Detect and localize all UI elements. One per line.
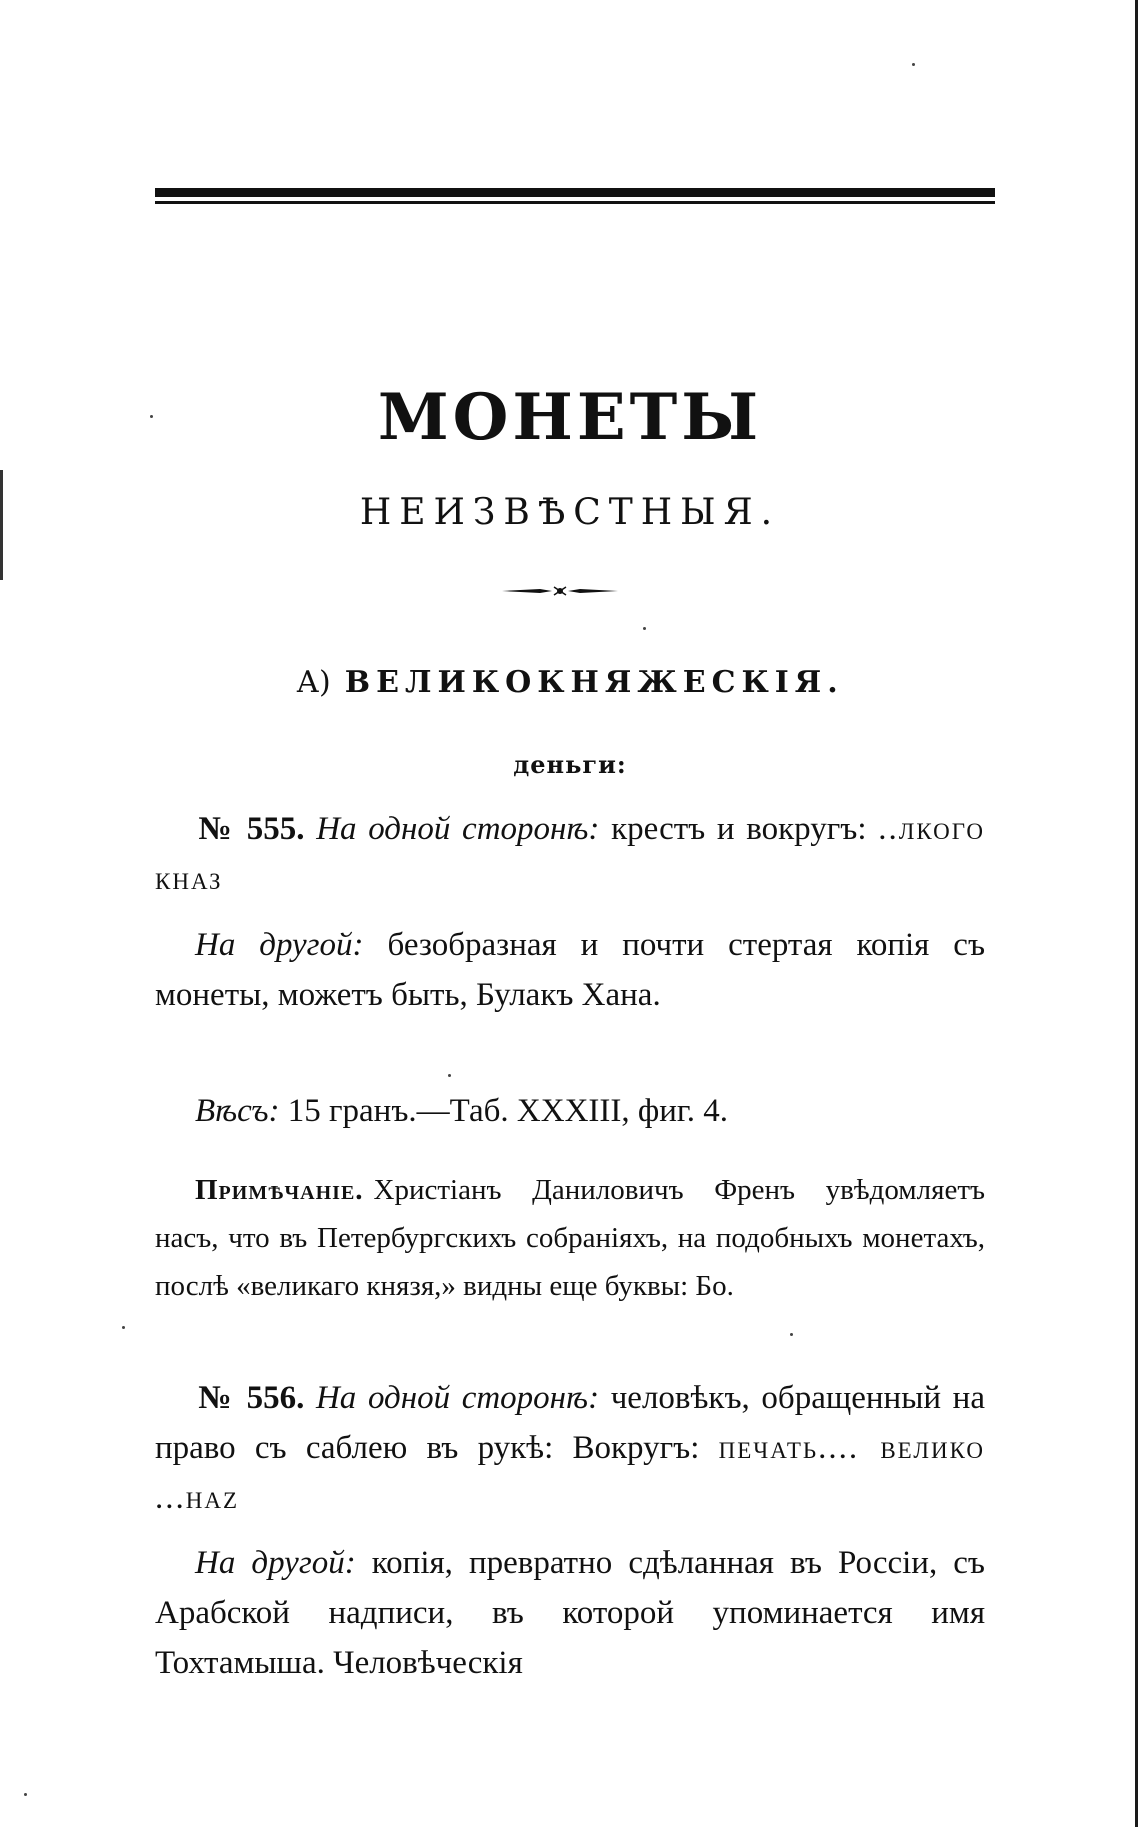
scan-speck (790, 1333, 793, 1336)
page-title: МОНЕТЫ (377, 380, 763, 455)
scan-speck (150, 415, 153, 418)
entry-555-obverse-label: На одной сторонѣ: (316, 811, 600, 847)
entry-556-obverse-label: На одной сторонѣ: (315, 1380, 600, 1416)
ornament-divider-icon (500, 583, 620, 599)
entry-556-obverse-text: человѣкъ, обращенный на право съ саблею въ рукѣ: Вокругъ: (155, 1380, 985, 1466)
entry-555-obverse-text: крестъ и вокругъ: (611, 811, 867, 847)
entry-555-reverse-label: На другой: (195, 927, 364, 963)
entry-556-reverse-text: копія, превратно сдѣланная въ Россіи, съ Арабской надписи, въ которой упоминается имя Тохтамыша. Человѣческія (155, 1545, 985, 1681)
entry-556-inscription: печать.... велико ...наz (155, 1430, 985, 1516)
entry-556-obverse (155, 1373, 985, 1523)
section-name: ВЕЛИКОКНЯЖЕСКІЯ. (344, 665, 844, 700)
scan-speck (643, 627, 646, 630)
entry-555-inscription: ..лкого кназ (155, 811, 986, 897)
note-text: Христіанъ Даниловичъ Френъ увѣдомляетъ насъ, что въ Петербургскихъ собраніяхъ, на подобныхъ монетахъ, послѣ «великаго князя,» видны еще буквы: Бо. (155, 1174, 985, 1302)
entry-555-obverse (155, 804, 985, 904)
entry-555-reverse (155, 920, 985, 1020)
coin-type-subheading: деньги: (513, 750, 627, 779)
entry-555-weight (155, 1086, 985, 1136)
scan-speck (912, 63, 915, 66)
header-rule-thin (155, 201, 995, 204)
section-heading (0, 663, 1140, 703)
scan-edge-right (1135, 0, 1138, 1827)
entry-555-number: № 555. (195, 811, 305, 847)
entry-556-number: № 556. (195, 1380, 305, 1416)
entry-556-reverse (155, 1538, 985, 1688)
entry-555-weight-label: Вѣсъ: (195, 1093, 280, 1129)
scan-speck (448, 1074, 451, 1077)
scan-speck (24, 1793, 27, 1796)
entry-556-reverse-label: На другой: (195, 1545, 356, 1581)
scan-speck (122, 1326, 125, 1329)
footnote-remark (155, 1166, 985, 1310)
entry-555-weight-text: 15 гранъ.—Таб. XXXIII, фиг. 4. (287, 1093, 728, 1129)
note-label: Примѣчаніе. (195, 1174, 364, 1206)
entry-555-reverse-text: безобразная и почти стертая копія съ монеты, можетъ быть, Булакъ Хана. (155, 927, 986, 1013)
header-rule-thick (155, 188, 995, 197)
page-subtitle: НЕИЗВѢСТНЫЯ. (359, 492, 781, 533)
section-letter: А) (296, 665, 331, 700)
